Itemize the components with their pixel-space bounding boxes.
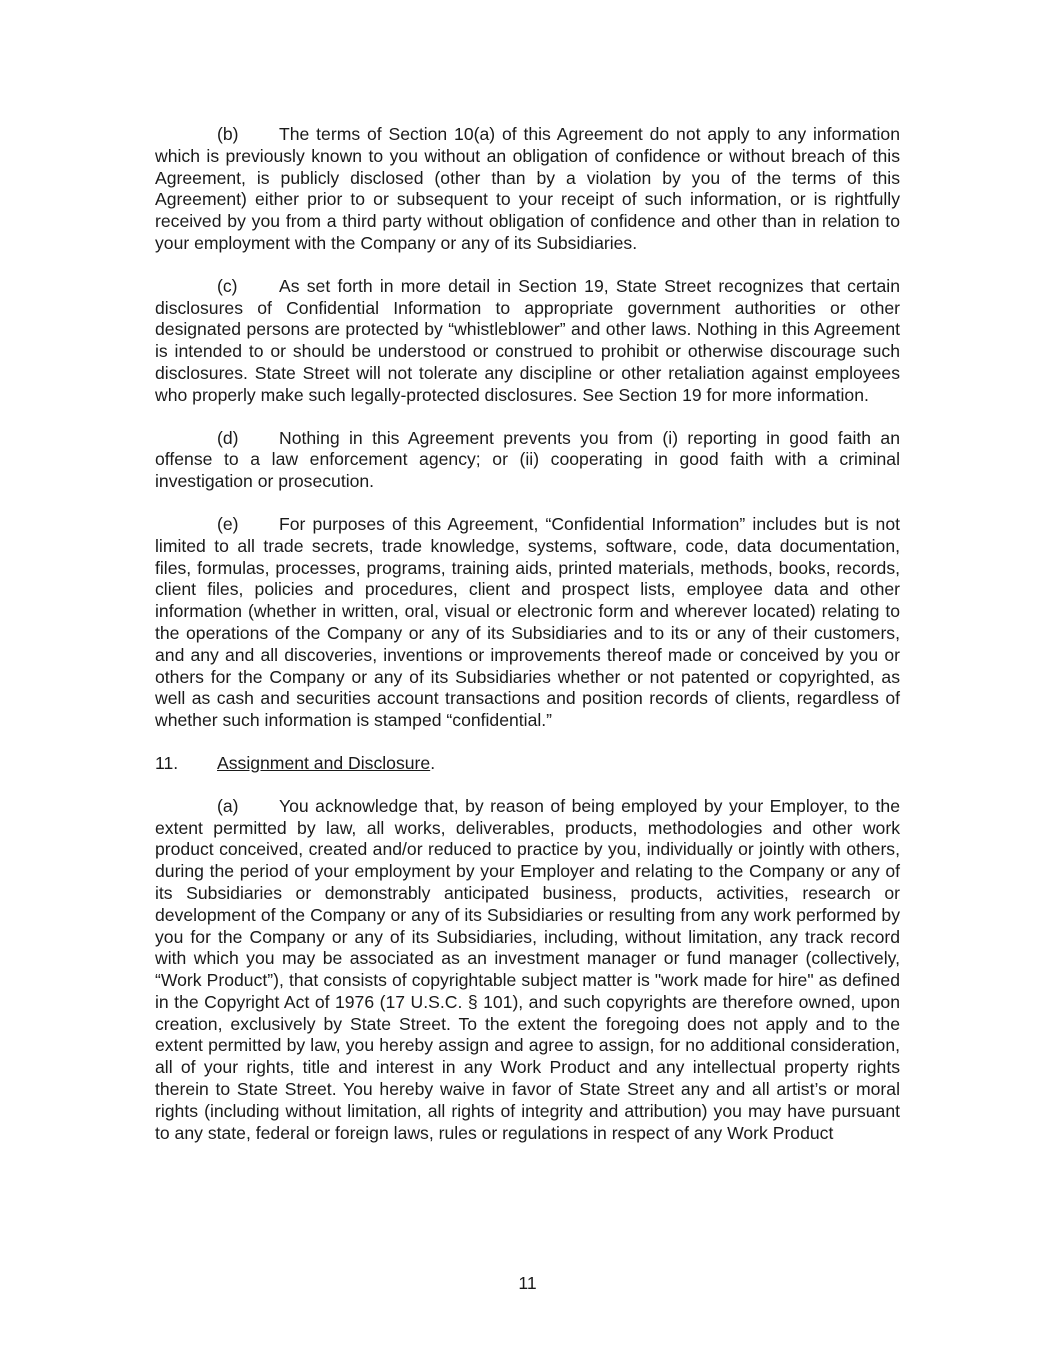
paragraph-text: For purposes of this Agreement, “Confidential Information” includes but is not limited to all trade secrets, trade knowledge, systems, software, code, data documentation, files, formulas, processes, programs, training aids, printed materials, methods, books, records, client files, policies and procedures, client and prospect lists, employee data and other information (whether in written, oral, visual or electronic form and wherever located) relating to the operations of the Company or any of its Subsidiaries and to its or any of their customers, and any and all discoveries, inventions or improvements thereof made or conceived by you or others for the Company or any of its Subsidiaries whether or not patented or copyrighted, as well as cash and securities account transactions and position records of clients, regardless of whether such information is stamped “confidential.” [155, 513, 900, 731]
paragraph-label: (b) [217, 124, 239, 144]
section-title-period: . [430, 752, 436, 773]
document-page [155, 124, 900, 1144]
page-number: 11 [518, 1273, 537, 1293]
paragraph-c [155, 276, 900, 407]
paragraph-text: The terms of Section 10(a) of this Agreement do not apply to any information which is previously known to you without an obligation of confidence or without breach of this Agreement, is publicly disclosed (other than by a violation by you of the terms of this Agreement) either prior to or subsequent to your receipt of such information, or is rightfully received by you from a third party without obligation of confidence and other than in relation to your employment with the Company or any of its Subsidiaries. [155, 124, 900, 253]
paragraph-text: Nothing in this Agreement prevents you from (i) reporting in good faith an offense to a law enforcement agency; or (ii) cooperating in good faith with a criminal investigation or prosecution. [155, 427, 900, 492]
paragraph-d [155, 428, 900, 493]
paragraph-e [155, 514, 900, 732]
paragraph-label: (e) [217, 513, 239, 534]
paragraph-text: You acknowledge that, by reason of being employed by your Employer, to the extent permitted by law, all works, deliverables, products, methodologies and other work product conceived, created and/or reduced to practice by you, individually or jointly with others, during the period of your employment by your Employer and relating to the Company or any of its Subsidiaries or demonstrably anticipated business, products, activities, research or development of the Company or any of its Subsidiaries or resulting from any work performed by you for the Company or any of its Subsidiaries, including, without limitation, any track record with which you may be associated as an investment manager or fund manager (collectively, “Work Product”), that consists of copyrightable subject matter is "work made for hire" as defined in the Copyright Act of 1976 (17 U.S.C. § 101), and such copyrights are therefore owned, upon creation, exclusively by State Street. To the extent the foregoing does not apply and to the extent permitted by law, you hereby assign and agree to assign, for no additional consideration, all of your rights, title and interest in any Work Product and any intellectual property rights therein to State Street. You hereby waive in favor of State Street any and all artist’s or moral rights (including without limitation, all rights of integrity and attribution) you may have pursuant to any state, federal or foreign laws, rules or regulations in respect of any Work Product [155, 795, 900, 1143]
section-heading [155, 753, 900, 775]
paragraph-a [155, 796, 900, 1145]
paragraph-label: (d) [217, 427, 239, 448]
section-title: Assignment and Disclosure [217, 752, 431, 773]
paragraph-label: (a) [217, 795, 239, 816]
paragraph-label: (c) [217, 275, 238, 296]
section-number: 11. [155, 752, 179, 773]
paragraph-b [155, 124, 900, 255]
paragraph-text: As set forth in more detail in Section 19, State Street recognizes that certain disclosures of Confidential Information to appropriate government authorities or other designated persons are protected by “whistleblower” and other laws. Nothing in this Agreement is intended to or should be understood or construed to prohibit or otherwise discourage such disclosures. State Street will not tolerate any discipline or other retaliation against employees who properly make such legally-protected disclosures. See Section 19 for more information. [155, 275, 900, 405]
